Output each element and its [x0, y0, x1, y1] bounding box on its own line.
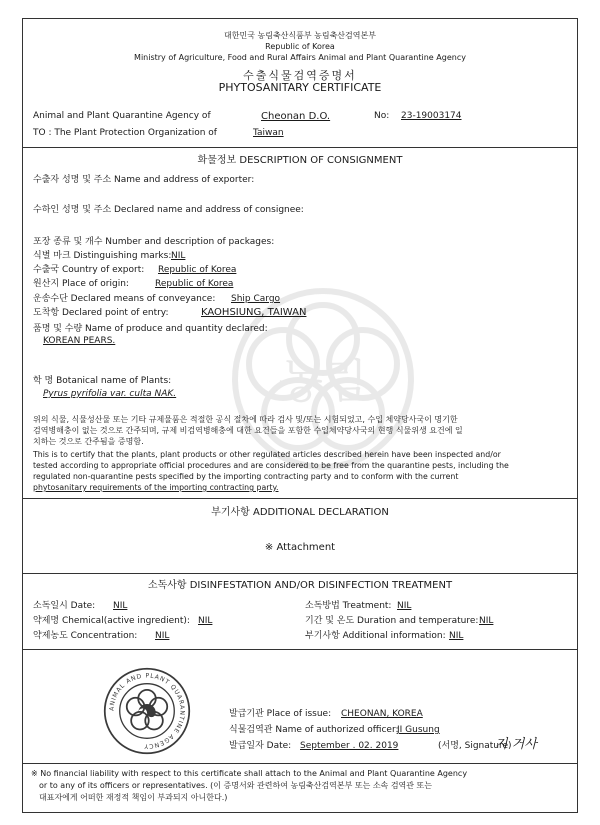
chemical-value: NIL	[198, 616, 213, 626]
cert-korean-line: 검역병해충이 없는 것으로 간주되며, 규제 비검역병해충에 대한 요건들을 포함한 수입체약당사국의 현행 식물위생 요건에 일	[33, 426, 463, 435]
certificate-no-value: 23-19003174	[401, 111, 462, 121]
divider	[23, 573, 577, 574]
agency-label: Animal and Plant Quarantine Agency of	[33, 111, 211, 121]
entry-label: 도착항 Declared point of entry:	[33, 308, 169, 318]
ministry-english: Ministry of Agriculture, Food and Rural Affairs Animal and Plant Quarantine Agency	[134, 53, 466, 62]
export-country-label: 수출국 Country of export:	[33, 265, 145, 275]
cert-english-line: phytosanitary requirements of the importing contracting party.	[33, 483, 279, 492]
divider	[23, 498, 577, 499]
concentration-label: 약제농도 Concentration:	[33, 631, 138, 641]
title-korean: 수출식물검역증명서	[243, 69, 357, 82]
entry-value: KAOHSIUNG, TAIWAN	[201, 307, 307, 318]
origin-label: 원산지 Place of origin:	[33, 279, 129, 289]
official-seal	[103, 667, 191, 755]
exporter-label: 수출자 성명 및 주소 Name and address of exporter:	[33, 175, 255, 185]
cert-korean-line: 치하는 것으로 간주됨을 증명함.	[33, 437, 144, 446]
marks-value: NIL	[171, 251, 186, 261]
divider	[23, 649, 577, 650]
cert-english-line: This is to certify that the plants, plant products or other regulated articles described herein have been inspected and/or	[33, 450, 501, 459]
handwritten-signature: 지 거사	[495, 737, 537, 752]
packages-label: 포장 종류 및 개수 Number and description of packages:	[33, 237, 275, 247]
title-english: PHYTOSANITARY CERTIFICATE	[218, 81, 382, 94]
certificate-page	[22, 18, 578, 813]
to-value: Taiwan	[253, 128, 284, 138]
footer-line: ※ No financial liability with respect to this certificate shall attach to the Animal and Plant Quarantine Agency	[31, 769, 468, 778]
produce-label: 품명 및 수량 Name of produce and quantity declared:	[33, 324, 268, 334]
officer-label: 식물검역관 Name of authorized officer:	[229, 725, 399, 735]
additional-heading: 부기사항 ADDITIONAL DECLARATION	[211, 507, 389, 518]
concentration-value: NIL	[155, 631, 170, 641]
issue-date-value: September . 02. 2019	[300, 741, 399, 751]
conveyance-label: 운송수단 Declared means of conveyance:	[33, 294, 216, 304]
chemical-label: 약제명 Chemical(active ingredient):	[33, 616, 190, 626]
produce-value: KOREAN PEARS.	[43, 336, 116, 346]
divider	[23, 147, 577, 148]
cert-english-line: tested according to appropriate official procedures and are considered to be free from the quarantine pests, including the	[33, 461, 509, 470]
botanical-value: Pyrus pyrifolia var. culta NAK.	[43, 389, 177, 399]
duration-label: 기간 및 온도 Duration and temperature:	[305, 616, 479, 626]
treatment-date-value: NIL	[113, 601, 128, 611]
export-country-value: Republic of Korea	[158, 265, 237, 275]
additional-value: ※ Attachment	[264, 542, 336, 553]
additional-info-value: NIL	[449, 631, 464, 641]
to-label: TO : The Plant Protection Organization of	[33, 128, 217, 138]
additional-info-label: 부기사항 Additional information:	[305, 631, 446, 641]
issue-date-label: 발급일자 Date:	[229, 741, 292, 751]
certificate-no-label: No:	[374, 111, 390, 121]
treatment-method-value: NIL	[397, 601, 412, 611]
marks-label: 식별 마크 Distinguishing marks:	[33, 251, 172, 261]
treatment-method-label: 소독방법 Treatment:	[305, 601, 392, 611]
divider	[23, 763, 577, 764]
footer-line: or to any of its officers or representatives. (이 증명서와 관련하여 농림축산검역본부 또는 소속 검역관 또는	[39, 781, 433, 790]
issue-place-value: CHEONAN, KOREA	[341, 709, 423, 719]
consignee-label: 수하인 성명 및 주소 Declared name and address of consignee:	[33, 205, 304, 215]
watermark-text: 농림	[278, 354, 368, 408]
seal-ring-text: ANIMAL AND PLANT QUARANTINE AGENCY	[108, 672, 186, 750]
origin-value: Republic of Korea	[155, 279, 234, 289]
signature-label: (서명, Signature)	[438, 741, 512, 751]
republic-label: Republic of Korea	[265, 42, 335, 51]
issue-place-label: 발급기관 Place of issue:	[229, 709, 332, 719]
agency-value: Cheonan D.O.	[261, 111, 331, 122]
officer-value: JI Gusung	[397, 725, 440, 735]
botanical-label: 학 명 Botanical name of Plants:	[33, 376, 172, 386]
treatment-heading: 소독사항 DISINFESTATION AND/OR DISINFECTION TREATMENT	[147, 580, 453, 591]
footer-line: 대표자에게 어떠한 재정적 책임이 부과되지 아니한다.)	[39, 793, 228, 802]
conveyance-value: Ship Cargo	[231, 294, 281, 304]
ministry-korean: 대한민국 농림축산식품부 농림축산검역본부	[224, 31, 376, 40]
cert-english-line: regulated non-quarantine pests specified by the importing contracting party and to conform with the current	[33, 472, 459, 481]
duration-value: NIL	[479, 616, 494, 626]
cert-korean-line: 위의 식물, 식물성산물 또는 기타 규제물품은 적절한 공식 절차에 따라 검사 및/또는 시험되었고, 수입 체약당사국이 명기한	[33, 415, 458, 424]
consignment-heading: 화물정보 DESCRIPTION OF CONSIGNMENT	[197, 155, 403, 166]
treatment-date-label: 소독일시 Date:	[33, 601, 96, 611]
